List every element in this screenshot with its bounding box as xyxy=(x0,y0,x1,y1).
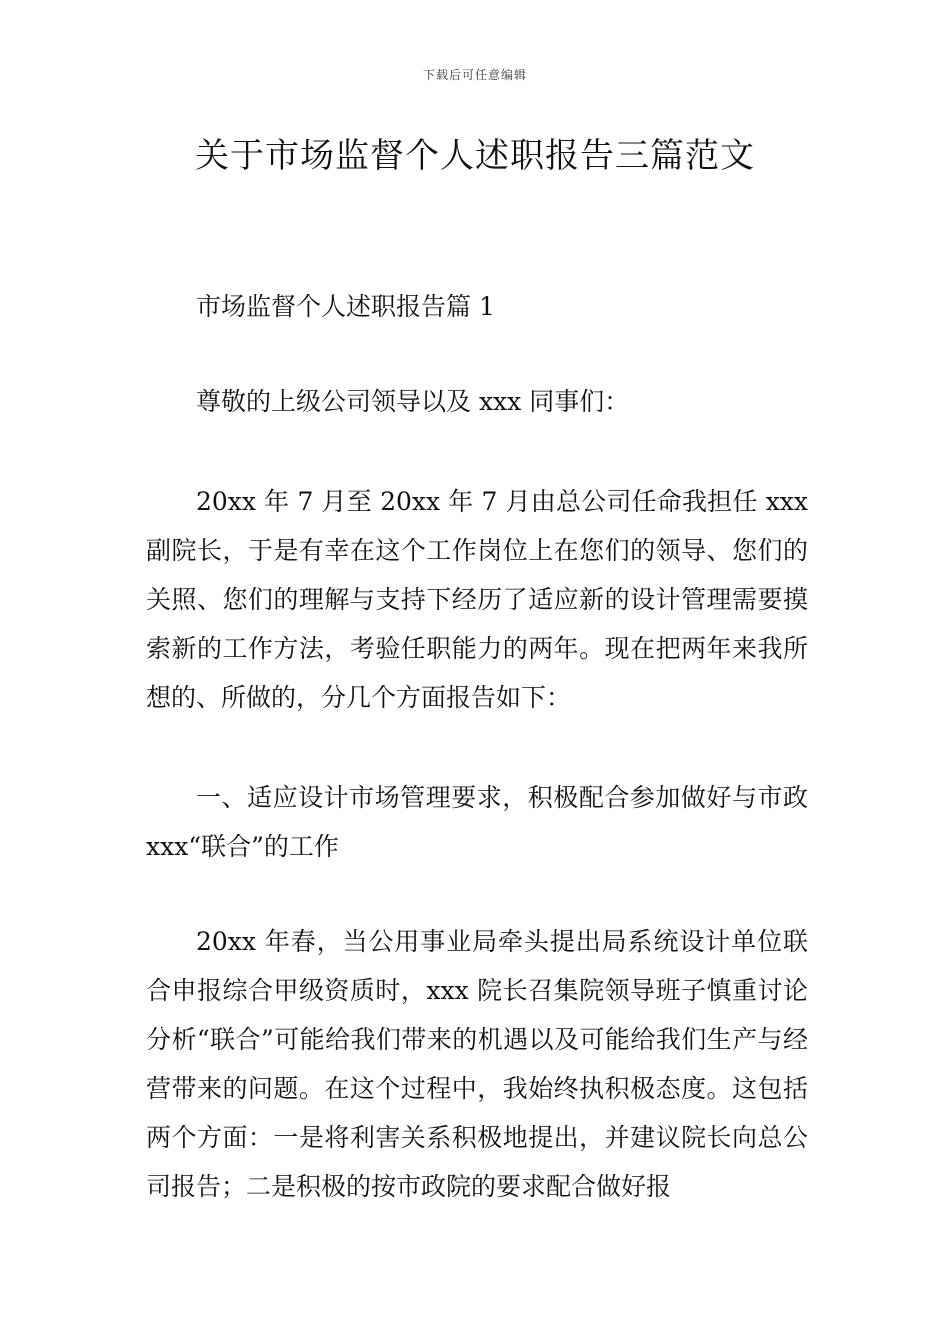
document-title: 关于市场监督个人述职报告三篇范文 xyxy=(195,136,755,176)
paragraph-appointment: 20xx 年 7 月至 20xx 年 7 月由总公司任命我担任 xxx 副院长，于是有幸在这个工作岗位上在您们的领导、您们的关照、您们的理解与支持下经历了适应新的设计管理需要摸索新的工作方法，考验任职能力的两年。现在把两年来我所想的、所做的，分几个方面报告如下： xyxy=(146,487,808,712)
header-note: 下载后可任意编辑 xyxy=(422,68,527,82)
paragraph-section-one-heading: 一、适应设计市场管理要求，积极配合参加做好与市政 xxx“联合”的工作 xyxy=(146,783,808,861)
paragraph-joint-application: 20xx 年春，当公用事业局牵头提出局系统设计单位联合申报综合甲级资质时，xxx 院长召集院领导班子慎重讨论分析“联合”可能给我们带来的机遇以及可能给我们生产与经营带来的问题。在这个过程中，我始终执积极态度。这包括两个方面：一是将利害关系积极地提出，并建议院长向总公司报告；二是积极的按市政院的要求配合做好报 xyxy=(146,927,808,1201)
section-heading: 市场监督个人述职报告篇 1 xyxy=(196,292,495,321)
salutation: 尊敬的上级公司领导以及 xxx 同事们： xyxy=(196,387,630,416)
